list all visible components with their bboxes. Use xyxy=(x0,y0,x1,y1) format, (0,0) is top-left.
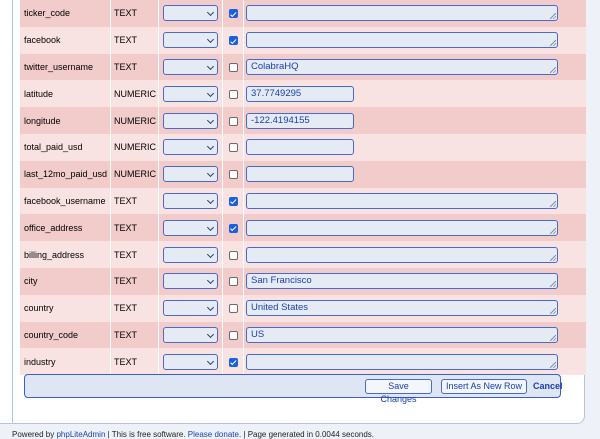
value-textarea[interactable] xyxy=(246,32,558,48)
function-select[interactable] xyxy=(163,354,218,370)
null-checkbox[interactable] xyxy=(229,63,238,72)
null-checkbox[interactable] xyxy=(229,197,238,206)
function-select[interactable] xyxy=(163,300,218,316)
value-textarea[interactable]: ColabraHQ xyxy=(246,59,558,75)
value-cell xyxy=(243,241,586,268)
function-cell xyxy=(158,107,222,134)
null-checkbox[interactable] xyxy=(229,117,238,126)
field-name: industry xyxy=(20,348,110,375)
insert-as-new-row-button[interactable]: Insert As New Row xyxy=(441,379,527,394)
table-row xyxy=(20,214,586,241)
field-type: NUMERIC xyxy=(110,107,158,134)
null-checkbox[interactable] xyxy=(229,358,238,367)
table-row xyxy=(20,0,586,27)
value-cell xyxy=(243,188,586,215)
table-row xyxy=(20,241,586,268)
cancel-link[interactable]: Cancel xyxy=(533,381,563,391)
field-type: NUMERIC xyxy=(110,134,158,161)
null-checkbox[interactable] xyxy=(229,143,238,152)
null-cell xyxy=(222,54,243,81)
null-cell xyxy=(222,241,243,268)
field-type: NUMERIC xyxy=(110,161,158,188)
value-input[interactable]: -122.4194155 xyxy=(246,113,354,129)
table-row xyxy=(20,107,586,134)
null-cell xyxy=(222,27,243,54)
field-type: NUMERIC xyxy=(110,80,158,107)
function-select[interactable] xyxy=(163,166,218,182)
table-row xyxy=(20,348,586,375)
field-name: longitude xyxy=(20,107,110,134)
table-row xyxy=(20,54,586,81)
null-cell xyxy=(222,348,243,375)
function-cell xyxy=(158,214,222,241)
null-cell xyxy=(222,134,243,161)
function-cell xyxy=(158,295,222,322)
function-cell xyxy=(158,54,222,81)
value-input[interactable] xyxy=(246,139,354,155)
table-row xyxy=(20,161,586,188)
value-textarea[interactable]: United States xyxy=(246,300,558,316)
null-cell xyxy=(222,107,243,134)
value-textarea[interactable]: San Francisco xyxy=(246,273,558,289)
null-cell xyxy=(222,161,243,188)
value-cell xyxy=(243,107,586,134)
field-name: latitude xyxy=(20,80,110,107)
null-checkbox[interactable] xyxy=(229,304,238,313)
null-cell xyxy=(222,0,243,27)
function-select[interactable] xyxy=(163,86,218,102)
table-row xyxy=(20,268,586,295)
table-row xyxy=(20,322,586,349)
field-name: last_12mo_paid_usd xyxy=(20,161,110,188)
table-row xyxy=(20,80,586,107)
value-textarea[interactable] xyxy=(246,5,558,21)
function-select[interactable] xyxy=(163,273,218,289)
null-cell xyxy=(222,80,243,107)
value-cell xyxy=(243,80,586,107)
function-cell xyxy=(158,268,222,295)
value-cell xyxy=(243,27,586,54)
function-select[interactable] xyxy=(163,247,218,263)
function-select[interactable] xyxy=(163,327,218,343)
null-checkbox[interactable] xyxy=(229,224,238,233)
null-cell xyxy=(222,268,243,295)
value-textarea[interactable] xyxy=(246,193,558,209)
table-row xyxy=(20,27,586,54)
function-select[interactable] xyxy=(163,113,218,129)
field-name: ticker_code xyxy=(20,0,110,27)
field-type: TEXT xyxy=(110,188,158,215)
function-select[interactable] xyxy=(163,193,218,209)
field-name: country xyxy=(20,295,110,322)
value-cell xyxy=(243,348,586,375)
field-name: billing_address xyxy=(20,241,110,268)
null-cell xyxy=(222,295,243,322)
field-type: TEXT xyxy=(110,54,158,81)
value-cell xyxy=(243,161,586,188)
value-cell xyxy=(243,322,586,349)
function-select[interactable] xyxy=(163,5,218,21)
value-cell xyxy=(243,134,586,161)
value-input[interactable] xyxy=(246,166,354,182)
field-type: TEXT xyxy=(110,295,158,322)
null-checkbox[interactable] xyxy=(229,36,238,45)
value-textarea[interactable]: US xyxy=(246,327,558,343)
field-type: TEXT xyxy=(110,0,158,27)
value-cell xyxy=(243,54,586,81)
panel-left-border xyxy=(12,0,13,423)
field-type: TEXT xyxy=(110,214,158,241)
function-select[interactable] xyxy=(163,59,218,75)
function-cell xyxy=(158,161,222,188)
field-type: TEXT xyxy=(110,27,158,54)
field-name: country_code xyxy=(20,322,110,349)
field-type: TEXT xyxy=(110,348,158,375)
null-checkbox[interactable] xyxy=(229,251,238,260)
donate-link[interactable]: Please donate. xyxy=(187,430,242,439)
null-checkbox[interactable] xyxy=(229,9,238,18)
function-select[interactable] xyxy=(163,139,218,155)
function-cell xyxy=(158,241,222,268)
function-cell xyxy=(158,348,222,375)
field-name: total_paid_usd xyxy=(20,134,110,161)
action-bar xyxy=(24,374,563,404)
field-type: TEXT xyxy=(110,322,158,349)
value-input[interactable]: 37.7749295 xyxy=(246,86,354,102)
function-cell xyxy=(158,27,222,54)
table-row xyxy=(20,134,586,161)
footer xyxy=(12,430,374,439)
footer-text-middle: | This is free software. xyxy=(105,430,188,439)
function-cell xyxy=(158,0,222,27)
function-cell xyxy=(158,188,222,215)
footer-text-after: | Page generated in 0.0044 seconds. xyxy=(241,430,375,439)
null-cell xyxy=(222,214,243,241)
value-textarea[interactable] xyxy=(246,354,558,370)
footer-text-before: Powered by xyxy=(12,430,57,439)
table-row xyxy=(20,295,586,322)
function-select[interactable] xyxy=(163,220,218,236)
function-cell xyxy=(158,322,222,349)
null-checkbox[interactable] xyxy=(229,277,238,286)
null-cell xyxy=(222,322,243,349)
function-cell xyxy=(158,80,222,107)
null-checkbox[interactable] xyxy=(229,90,238,99)
value-cell xyxy=(243,295,586,322)
table-row xyxy=(20,188,586,215)
save-changes-button[interactable]: Save Changes xyxy=(365,379,432,394)
value-cell xyxy=(243,268,586,295)
field-name: facebook xyxy=(20,27,110,54)
field-name: twitter_username xyxy=(20,54,110,81)
value-textarea[interactable] xyxy=(246,220,558,236)
phpliteadmin-link[interactable]: phpLiteAdmin xyxy=(56,430,106,439)
null-cell xyxy=(222,188,243,215)
value-cell xyxy=(243,0,586,27)
field-name: city xyxy=(20,268,110,295)
function-cell xyxy=(158,134,222,161)
null-checkbox[interactable] xyxy=(229,170,238,179)
value-cell xyxy=(243,214,586,241)
field-type: TEXT xyxy=(110,241,158,268)
field-name: office_address xyxy=(20,214,110,241)
edit-row-table xyxy=(20,0,586,375)
field-name: facebook_username xyxy=(20,188,110,215)
value-textarea[interactable] xyxy=(246,247,558,263)
field-type: TEXT xyxy=(110,268,158,295)
null-checkbox[interactable] xyxy=(229,331,238,340)
function-select[interactable] xyxy=(163,32,218,48)
